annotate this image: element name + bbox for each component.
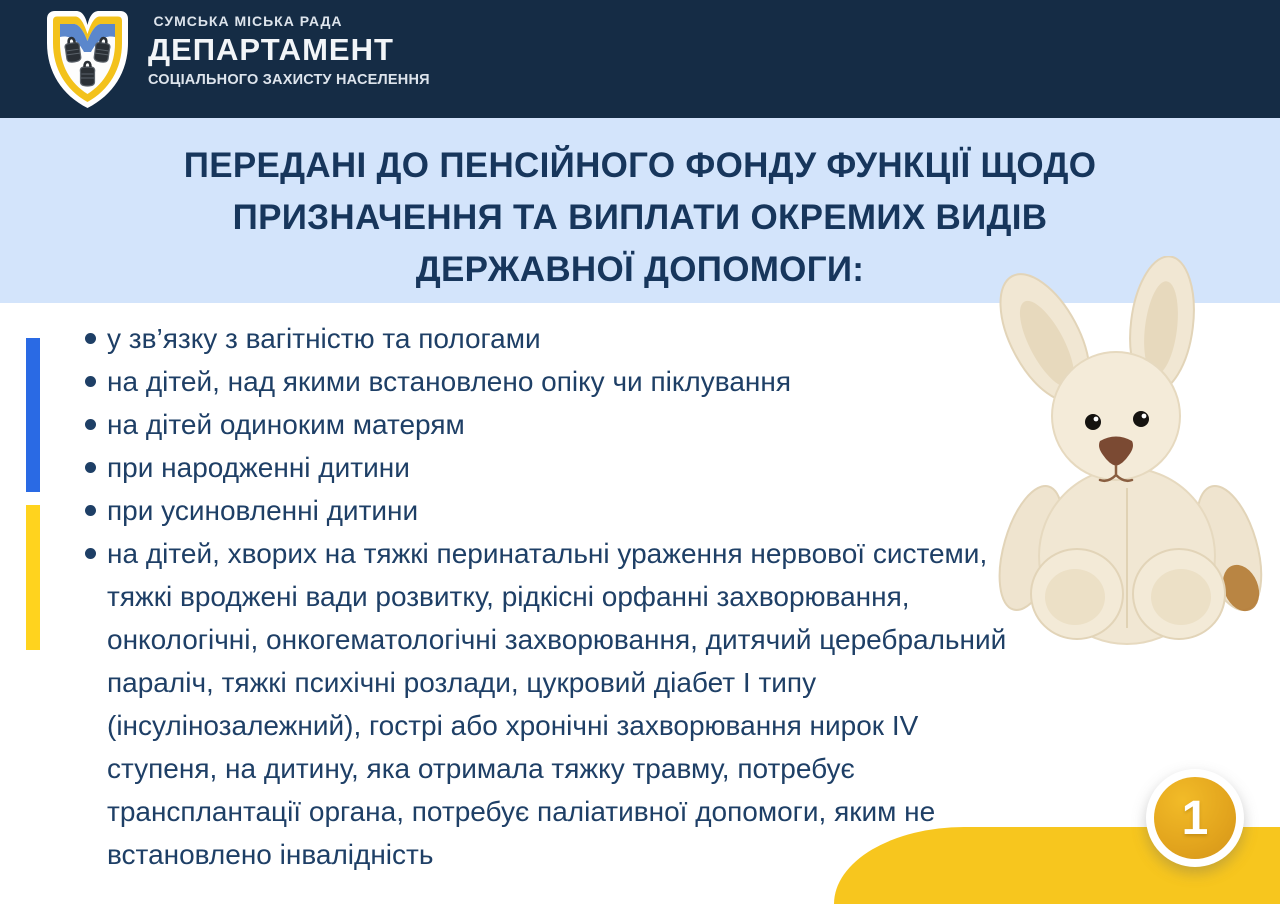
org-name-main: ДЕПАРТАМЕНТ: [148, 32, 394, 67]
list-item: у зв’язку з вагітністю та пологами: [80, 317, 1020, 360]
accent-bar-yellow: [26, 505, 40, 650]
header: [0, 0, 1280, 118]
org-name-sub: СОЦІАЛЬНОГО ЗАХИСТУ НАСЕЛЕННЯ: [148, 72, 430, 88]
benefits-bullet-list: [80, 317, 1020, 876]
page-number-badge: [1146, 769, 1244, 867]
org-name-block: [148, 13, 430, 88]
page-title-line-3: ДЕРЖАВНОЇ ДОПОМОГИ:: [415, 250, 865, 289]
page-number: 1: [1154, 777, 1236, 859]
list-item: при усиновленні дитини: [80, 489, 1020, 532]
list-item: на дітей, над якими встановлено опіку чи піклування: [80, 360, 1020, 403]
page-title-line-2: ПРИЗНАЧЕННЯ ТА ВИПЛАТИ ОКРЕМИХ ВИДІВ: [232, 198, 1048, 237]
org-name-small: СУМСЬКА МІСЬКА РАДА: [153, 13, 343, 29]
sumy-shield-logo-icon: [40, 7, 135, 111]
list-item: при народженні дитини: [80, 446, 1020, 489]
plush-bunny-illustration: [985, 256, 1280, 688]
list-item: на дітей, хворих на тяжкі перинатальні ураження нервової системи, тяжкі вроджені вади розвитку, рідкісні орфанні захворювання, онкологічні, онкогематологічні захворювання, дитячий церебральний параліч, тяжкі психічні розлади, цукровий діабет I типу (інсулінозалежний), гострі або хронічні захворювання нирок IV ступеня, на дитину, яка отримала тяжку травму, потребує трансплантації органа, потребує паліативної допомоги, яким не встановлено інвалідність: [80, 532, 1020, 876]
accent-bar-blue: [26, 338, 40, 492]
list-item: на дітей одиноким матерям: [80, 403, 1020, 446]
page-title-line-1: ПЕРЕДАНІ ДО ПЕНСІЙНОГО ФОНДУ ФУНКЦІЇ ЩОДО: [183, 146, 1097, 185]
